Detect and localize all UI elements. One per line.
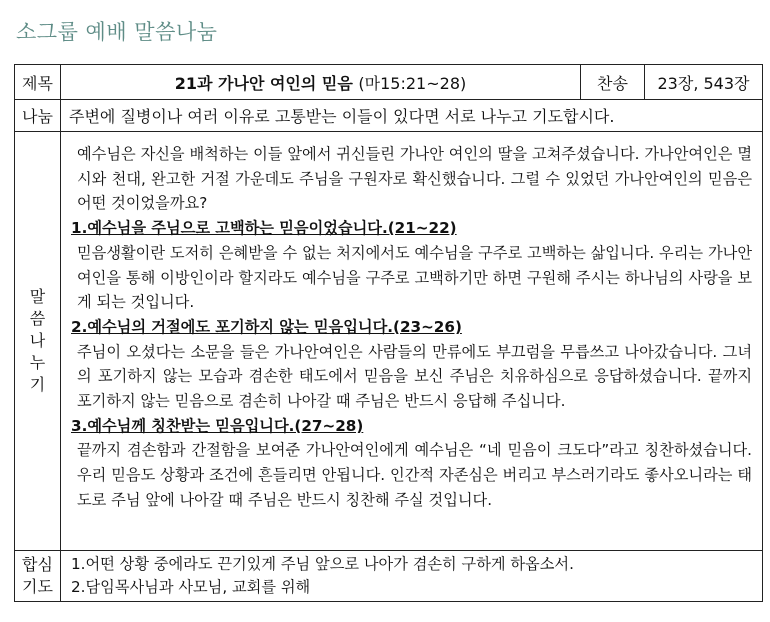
page-heading: 소그룹 예배 말씀나눔 xyxy=(16,20,218,44)
sermon-label-char: 기 xyxy=(29,375,46,394)
sermon-label xyxy=(15,132,61,551)
subject-label: 제목 xyxy=(15,65,61,100)
hymn-label: 찬송 xyxy=(581,65,645,100)
subject-title: 21과 가나안 여인의 믿음 xyxy=(174,73,353,93)
section-1-text: 믿음생활이란 도저히 은혜받을 수 없는 처지에서도 예수님을 구주로 고백하는 삶입니다. 우리는 가나안여인을 통해 이방인이라 할지라도 예수님을 구주로 고백하기만 하면 구원해 주시는 하나님의 사랑을 보게 되는 것입니다. xyxy=(77,243,752,312)
subject-reference: (마15:21~28) xyxy=(358,73,467,93)
intro-paragraph: 예수님은 자신을 배척하는 이들 앞에서 귀신들린 가나안 여인의 딸을 고쳐주셨습니다. 가나안여인은 멸시와 천대, 완고한 거절 가운데도 주님을 구원자로 확신했습니다. 그럴 수 있었던 가나안여인의 믿음은 어떤 것이었을까요? xyxy=(77,145,752,213)
worksheet-table xyxy=(14,64,763,602)
section-1-title: 1.예수님을 주님으로 고백하는 믿음이었습니다.(21~22) xyxy=(71,219,457,238)
sermon-label-char: 씀 xyxy=(29,309,46,328)
prayer-item: 2.담임목사님과 사모님, 교회를 위해 xyxy=(71,578,311,596)
section-3-text: 끝까지 겸손함과 간절함을 보여준 가나안여인에게 예수님은 “네 믿음이 크도다”라고 칭찬하셨습니다. 우리 믿음도 상황과 조건에 흔들리면 안됩니다. 인간적 자존심은 버리고 부스러기라도 좋사오니라는 태도로 주님 앞에 나아갈 때 주님은 반드시 칭찬해 주실 것입니다. xyxy=(77,441,752,509)
sharing-label: 나눔 xyxy=(15,100,61,132)
section-2-title: 2.예수님의 거절에도 포기하지 않는 믿음입니다.(23~26) xyxy=(71,317,462,336)
sermon-body xyxy=(61,132,763,551)
prayer-item: 1.어떤 상황 중에라도 끈기있게 주님 앞으로 나아가 겸손히 구하게 하옵소서. xyxy=(71,555,574,573)
sharing-text: 주변에 질병이나 여러 이유로 고통받는 이들이 있다면 서로 나누고 기도합시다. xyxy=(61,100,763,132)
section-3-title: 3.예수님께 칭찬받는 믿음입니다.(27~28) xyxy=(71,416,364,435)
prayer-label xyxy=(15,551,61,602)
sermon-label-char: 말 xyxy=(29,287,46,306)
prayer-row xyxy=(15,551,763,602)
sermon-label-char: 나 xyxy=(29,331,46,350)
hymn-numbers: 23장, 543장 xyxy=(645,65,763,100)
prayer-label-line: 기도 xyxy=(22,577,53,596)
subject-row xyxy=(15,65,763,100)
subject-title-cell xyxy=(61,65,581,100)
section-2-text: 주님이 오셨다는 소문을 들은 가나안여인은 사람들의 만류에도 부끄럼을 무릅쓰고 나아갔습니다. 그녀의 포기하지 않는 모습과 겸손한 태도에서 믿음을 보신 주님은 치유하심으로 응답하셨습니다. 끝까지 포기하지 않는 믿음으로 겸손히 나아갈 때 주님은 반드시 응답해 주십니다. xyxy=(77,342,752,411)
prayer-label-line: 합심 xyxy=(22,555,53,574)
sermon-label-char: 누 xyxy=(29,353,46,372)
prayer-list xyxy=(61,551,763,602)
sharing-row xyxy=(15,100,763,132)
sermon-row xyxy=(15,132,763,551)
